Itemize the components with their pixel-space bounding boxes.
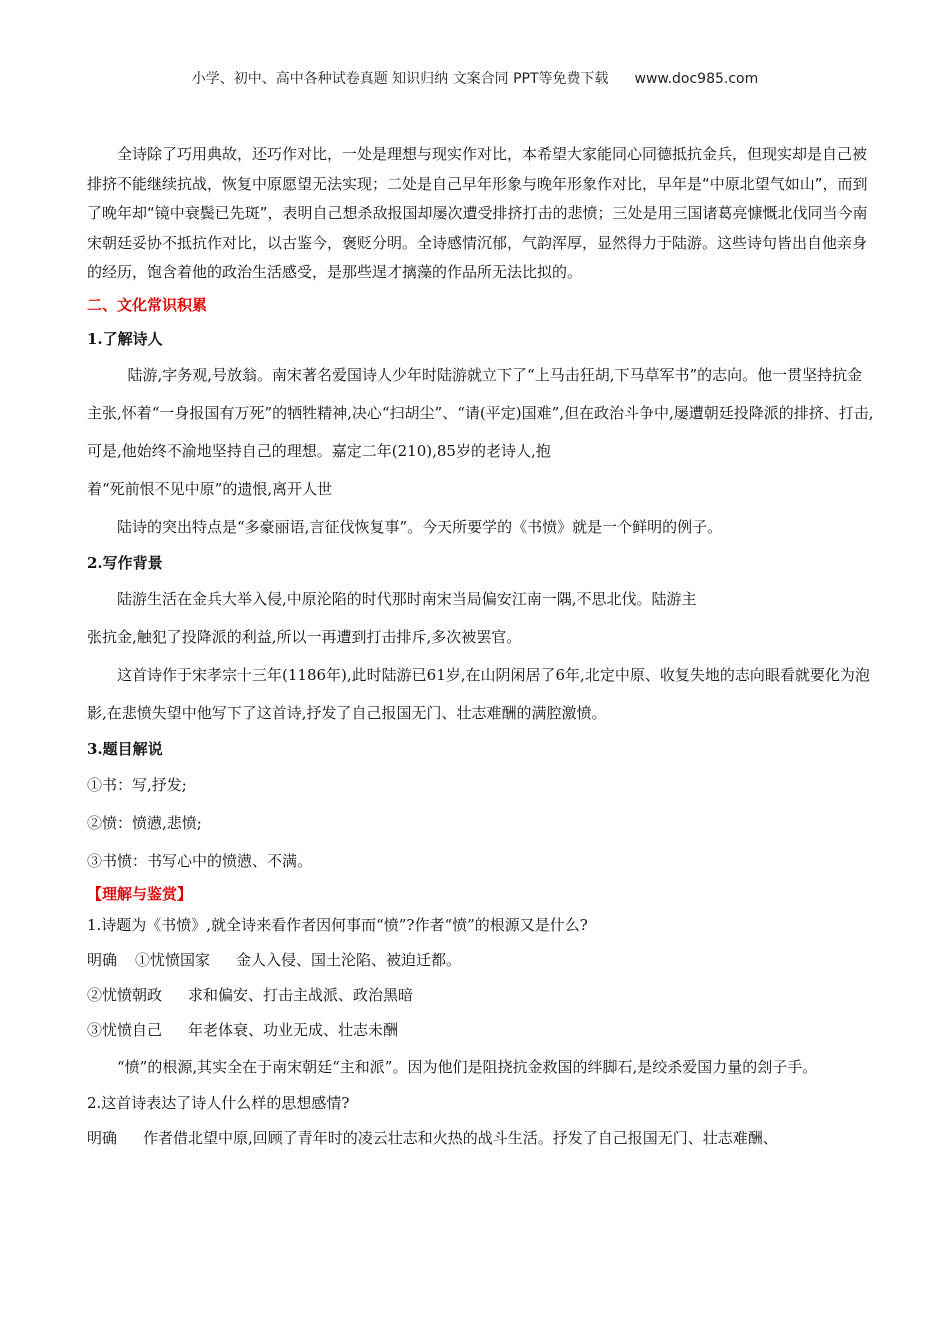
poet-feature-paragraph: 陆诗的突出特点是“多豪丽语,言征伐恢复事”。今天所要学的《书愤》就是一个鲜明的例子。 [117,517,723,536]
answer-key: ③忧愤自己 [87,1020,163,1039]
answer-value: 求和偏安、打击主战派、政治黑暗 [188,985,414,1004]
answer-1-row [87,978,877,1013]
answer-label: 明确 [87,1128,118,1147]
heading-title-explain: 3.题目解说 [87,739,163,758]
background-paragraph-line2: 张抗金,触犯了投降派的利益,所以一再遭到打击排斥,多次被罢官。 [87,627,522,646]
page-header [0,68,950,88]
title-explain-item: ③书愤：书写心中的愤懑、不满。 [87,851,313,870]
answer-text: 作者借北望中原,回顾了青年时的凌云壮志和火热的战斗生活。抒发了自己报国无门、壮志难酬、 [143,1128,778,1147]
answer-1-row [87,943,877,978]
answer-key: ①忧愤国家 [135,950,211,969]
header-text: 小学、初中、高中各种试卷真题 知识归纳 文案合同 PPT等免费下载 [191,71,609,87]
answer-2-row [87,1121,877,1156]
title-explain-item: ①书：写,抒发; [87,775,187,794]
section-title-culture: 二、文化常识积累 [87,295,208,314]
question-2: 2.这首诗表达了诗人什么样的思想感情? [87,1093,350,1112]
intro-paragraph: 全诗除了巧用典故，还巧作对比，一处是理想与现实作对比，本希望大家能同心同德抵抗金兵，但现实却是自己被排挤不能继续抗战，恢复中原愿望无法实现；二处是自己早年形象与晚年形象作对比，早年是“中原北望气如山”，而到了晚年却“镜中衰鬓已先斑”，表明自己想杀敌报国却屡次遭受排挤打击的悲愤；三处是用三国诸葛亮慷慨北伐同当今南宋朝廷妥协不抵抗作对比，以古鉴今，褒贬分明。全诗感情沉郁，气韵浑厚，显然得力于陆游。这些诗句皆出自他亲身的经历，饱含着他的政治生活感受，是那些逞才摛藻的作品所无法比拟的。 [87,145,868,281]
content [87,140,877,1156]
answer-1-row [87,1013,877,1048]
question-1: 1.诗题为《书愤》,就全诗来看作者因何事而“愤”?作者“愤”的根源又是什么? [87,915,588,934]
poet-paragraph-end: 着“死前恨不见中原”的遗恨,离开人世 [87,479,333,498]
title-explain-item: ②愤：愤懑,悲愤; [87,813,202,832]
answer-value: 金人入侵、国土沦陷、被迫迁都。 [236,950,462,969]
heading-poet: 1.了解诗人 [87,329,163,348]
heading-appreciation: 【理解与鉴赏】 [87,884,193,903]
answer-key: ②忧愤朝政 [87,985,163,1004]
background-paragraph-line1: 陆游生活在金兵大举入侵,中原沦陷的时代那时南宋当局偏安江南一隅,不思北伐。陆游主 [117,589,697,608]
poet-paragraph: 陆游,字务观,号放翁。南宋著名爱国诗人少年时陆游就立下了“上马击狂胡,下马草军书”的志向。他一贯坚持抗金主张,怀着“一身报国有万死”的牺牲精神,决心“扫胡尘”、“请(平定)国难”,但在政治斗争中,屡遭朝廷投降派的排挤、打击,可是,他始终不渝地坚持自己的理想。嘉定二年(210),85岁的老诗人,抱 [87,365,874,460]
header-url[interactable]: www.doc985.com [634,71,759,87]
background-paragraph-2: 这首诗作于宋孝宗十三年(1186年),此时陆游已61岁,在山阴闲居了6年,北定中原、收复失地的志向眼看就要化为泡影,在悲愤失望中他写下了这首诗,抒发了自己报国无门、壮志难酬的满腔激愤。 [87,665,870,722]
answer-value: 年老体衰、功业无成、壮志未酬 [188,1020,399,1039]
answer-label: 明确 [87,950,118,969]
root-paragraph: “愤”的根源,其实全在于南宋朝廷“主和派”。因为他们是阻挠抗金救国的绊脚石,是绞杀爱国力量的刽子手。 [117,1057,818,1076]
heading-background: 2.写作背景 [87,553,163,572]
